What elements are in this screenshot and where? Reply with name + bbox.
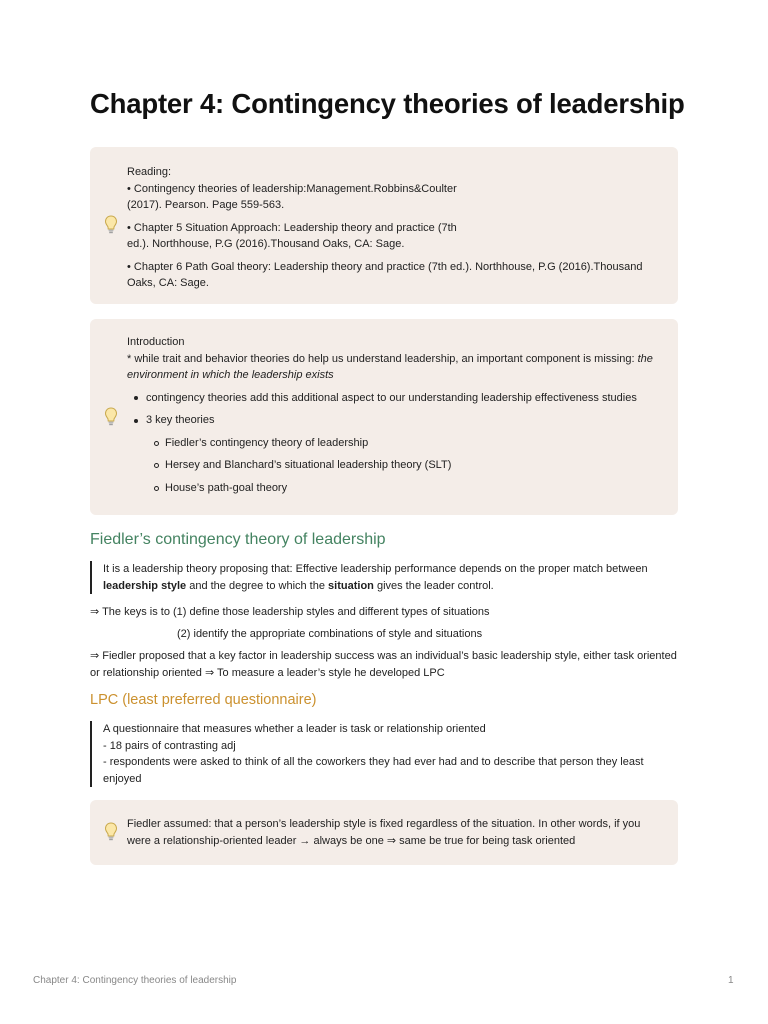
keys-line-1: ⇒ The keys is to (1) define those leadership styles and different types of situations (90, 606, 490, 618)
reading-item-3: • Chapter 6 Path Goal theory: Leadership theory and practice (7th ed.). Northhouse, P.G (2016).Thousand Oaks, CA: Sage. (127, 260, 643, 289)
list-item: 3 key theories (127, 412, 658, 429)
fiedler-quote (90, 561, 678, 594)
assumed-text: Fiedler assumed: that a person’s leadership style is fixed regardless of the situation. In other words, if you were a relationship-oriented leader → always be one ⇒ same be true for being task oriented (127, 818, 641, 847)
lpc-heading: LPC (least preferred questionnaire) (90, 692, 317, 708)
lpc-line-3: - respondents were asked to think of all the coworkers they had ever had and to describe that person they least enjoyed (103, 756, 644, 785)
introduction-text-plain: * while trait and behavior theories do help us understand leadership, an important component is missing: (127, 352, 638, 365)
keys-line-2: (2) identify the appropriate combinations of style and situations (177, 627, 483, 640)
reading-callout (90, 147, 678, 304)
sub-list-item: Fiedler’s contingency theory of leadership (127, 435, 658, 452)
fiedler-heading: Fiedler’s contingency theory of leadership (90, 531, 386, 548)
introduction-text-italic: the environment in which the leadership exists (127, 352, 653, 381)
proposed-text: ⇒ Fiedler proposed that a key factor in leadership success was an individual’s basic leadership style, either task oriented or relationship oriented ⇒ To measure a leader’s style he developed LPC (90, 650, 677, 679)
sub-list-item: Hersey and Blanchard’s situational leadership theory (SLT) (127, 457, 658, 474)
lpc-line-2: - 18 pairs of contrasting adj (103, 739, 236, 752)
quote-text: It is a leadership theory proposing that: Effective leadership performance depends on the proper match between (103, 563, 648, 575)
proposed-paragraph (90, 648, 678, 681)
quote-bold-style: leadership style (103, 579, 187, 592)
lightbulb-icon (104, 822, 118, 842)
quote-text: gives the leader control. (373, 579, 494, 592)
assumed-callout (90, 800, 678, 865)
list-item: contingency theories add this additional aspect to our understanding leadership effectiveness studies (127, 390, 658, 407)
reading-label: Reading: (127, 166, 172, 178)
page-title: Chapter 4: Contingency theories of leadership (90, 88, 685, 119)
introduction-label: Introduction (127, 336, 185, 348)
introduction-text (127, 351, 658, 384)
sub-list-item: House’s path-goal theory (127, 480, 658, 497)
keys-paragraph (90, 604, 678, 642)
lightbulb-icon (104, 407, 118, 427)
quote-bold-situation: situation (328, 579, 374, 592)
lpc-quote (90, 721, 678, 787)
lpc-line-1: A questionnaire that measures whether a leader is task or relationship oriented (103, 723, 486, 735)
reading-item-1: • Contingency theories of leadership:Management.Robbins&Coulter (2017). Pearson. Page 559-563. (127, 182, 457, 211)
quote-text: and the degree to which the (186, 579, 329, 592)
footer-title: Chapter 4: Contingency theories of leadership (33, 975, 237, 986)
page-number: 1 (728, 975, 734, 986)
lightbulb-icon (104, 215, 118, 235)
introduction-callout (90, 319, 678, 515)
reading-item-2: • Chapter 5 Situation Approach: Leadership theory and practice (7th ed.). Northhouse, P.G (2016).Thousand Oaks, CA: Sage. (127, 221, 457, 250)
